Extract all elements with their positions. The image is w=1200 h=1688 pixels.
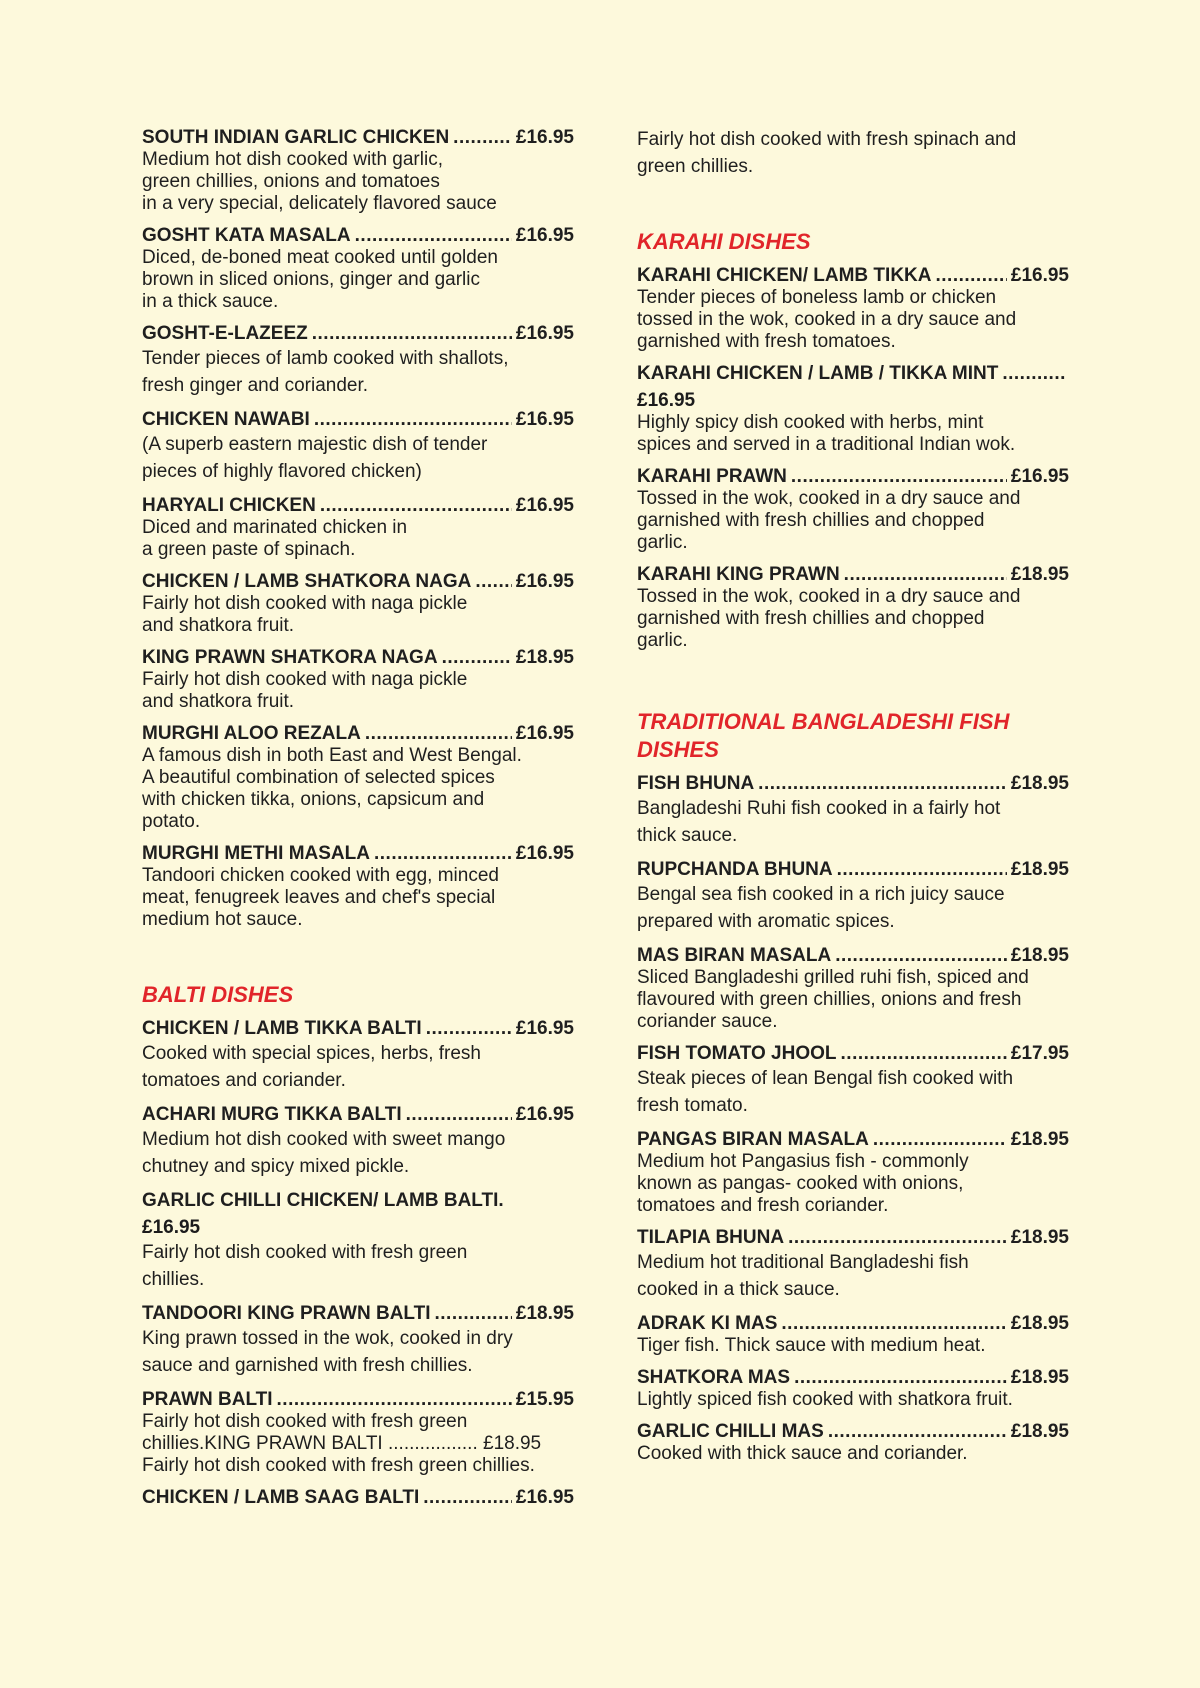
dot-leader — [320, 494, 512, 517]
dot-leader — [837, 858, 1007, 881]
item-description: Bengal sea fish cooked in a rich juicy sauce prepared with aromatic spices. — [637, 884, 1005, 932]
dot-leader — [365, 722, 512, 745]
item-name: KARAHI CHICKEN / LAMB / TIKKA MINT — [637, 363, 999, 384]
item-name: GOSHT KATA MASALA — [142, 225, 351, 246]
continued-description: Fairly hot dish cooked with fresh spinach and green chillies. — [637, 129, 1017, 177]
item-price: £16.95 — [637, 390, 696, 411]
menu-item — [637, 772, 1069, 849]
item-description: Medium hot dish cooked with sweet mango chutney and spicy mixed pickle. — [142, 1129, 506, 1177]
item-name: FISH BHUNA — [637, 773, 755, 794]
item-name: ACHARI MURG TIKKA BALTI — [142, 1104, 402, 1125]
menu-item — [637, 264, 1069, 353]
item-price: £18.95 — [1010, 1227, 1069, 1248]
item-description: Sliced Bangladeshi grilled ruhi fish, spiced and flavoured with green chillies, onions and fresh coriander sauce. — [637, 967, 1029, 1032]
item-price: £16.95 — [515, 323, 574, 344]
item-price: £16.95 — [515, 723, 574, 744]
item-price: £16.95 — [1010, 466, 1069, 487]
dot-leader — [794, 1366, 1007, 1389]
item-name: PRAWN BALTI — [142, 1389, 273, 1410]
item-name: CHICKEN NAWABI — [142, 409, 310, 430]
menu-item — [637, 362, 1069, 456]
menu-item — [637, 1420, 1069, 1465]
section-title-karahi: KARAHI DISHES — [637, 229, 811, 254]
item-description: King prawn tossed in the wok, cooked in dry sauce and garnished with fresh chillies. — [142, 1328, 513, 1376]
item-price: £16.95 — [515, 571, 574, 592]
item-name: TILAPIA BHUNA — [637, 1227, 785, 1248]
menu-item — [637, 1226, 1069, 1303]
menu-item — [142, 646, 574, 713]
item-price: £18.95 — [1010, 564, 1069, 585]
item-price: £16.95 — [515, 409, 574, 430]
dot-leader — [788, 1226, 1007, 1249]
item-name: CHICKEN / LAMB TIKKA BALTI — [142, 1018, 422, 1039]
item-name: ADRAK KI MAS — [637, 1313, 778, 1334]
item-name: KARAHI CHICKEN/ LAMB TIKKA — [637, 265, 932, 286]
item-description: Fairly hot dish cooked with naga pickle and shatkora fruit. — [142, 669, 468, 712]
item-description: Steak pieces of lean Bengal fish cooked with fresh tomato. — [637, 1068, 1014, 1116]
menu-item — [142, 570, 574, 637]
item-price: £16.95 — [515, 1487, 574, 1508]
dot-leader — [314, 408, 512, 431]
dot-leader — [781, 1312, 1006, 1335]
menu-item — [142, 1103, 574, 1180]
item-name: CHICKEN / LAMB SAAG BALTI — [142, 1487, 420, 1508]
menu-item — [637, 944, 1069, 1033]
dot-leader — [873, 1128, 1007, 1151]
item-name: MURGHI ALOO REZALA — [142, 723, 361, 744]
menu-item — [637, 1312, 1069, 1357]
menu-item — [142, 1486, 574, 1509]
fish-items-list — [637, 772, 1069, 1465]
item-price: £18.95 — [515, 647, 574, 668]
dot-leader — [935, 264, 1006, 287]
item-name: KING PRAWN SHATKORA NAGA — [142, 647, 438, 668]
item-description: Bangladeshi Ruhi fish cooked in a fairly hot thick sauce. — [637, 798, 1001, 846]
menu-item — [142, 842, 574, 931]
item-name: GOSHT-E-LAZEEZ — [142, 323, 308, 344]
item-description: Cooked with special spices, herbs, fresh tomatoes and coriander. — [142, 1043, 481, 1091]
dot-leader — [406, 1103, 512, 1126]
item-description: Medium hot Pangasius fish - commonly known as pangas- cooked with onions, tomatoes and fresh coriander. — [637, 1151, 969, 1216]
dot-leader — [423, 1486, 512, 1509]
dot-leader — [1002, 362, 1065, 385]
item-name: GARLIC CHILLI CHICKEN/ LAMB BALTI. — [142, 1190, 504, 1211]
section-title-balti: BALTI DISHES — [142, 982, 294, 1007]
item-name: MAS BIRAN MASALA — [637, 945, 832, 966]
item-description: Fairly hot dish cooked with fresh green chillies. — [142, 1242, 468, 1290]
item-description: Diced and marinated chicken in a green paste of spinach. — [142, 517, 408, 560]
menu-item — [637, 858, 1069, 935]
menu-item — [637, 1042, 1069, 1119]
item-description: Tiger fish. Thick sauce with medium heat. — [637, 1335, 986, 1356]
item-price: £16.95 — [515, 843, 574, 864]
dot-leader — [426, 1017, 512, 1040]
dot-leader — [758, 772, 1007, 795]
item-name: KARAHI PRAWN — [637, 466, 787, 487]
item-description: Tandoori chicken cooked with egg, minced meat, fenugreek leaves and chef's special medium hot sauce. — [142, 865, 499, 930]
dot-leader — [453, 126, 512, 149]
section-title-fish: TRADITIONAL BANGLADESHI FISH DISHES — [637, 709, 1010, 762]
item-name: MURGHI METHI MASALA — [142, 843, 370, 864]
item-price: £16.95 — [142, 1217, 201, 1238]
menu-item — [637, 563, 1069, 652]
item-description: Medium hot traditional Bangladeshi fish cooked in a thick sauce. — [637, 1252, 969, 1300]
menu-item — [142, 408, 574, 485]
item-price: £18.95 — [1010, 1129, 1069, 1150]
karahi-items-list — [637, 264, 1069, 652]
item-price: £17.95 — [1010, 1043, 1069, 1064]
item-description: Cooked with thick sauce and coriander. — [637, 1443, 968, 1464]
item-price: £18.95 — [1010, 1421, 1069, 1442]
curry-items-list — [142, 126, 574, 931]
item-description: Tender pieces of boneless lamb or chicken tossed in the wok, cooked in a dry sauce and garnished with fresh tomatoes. — [637, 287, 1017, 352]
dot-leader — [355, 224, 512, 247]
menu-item — [637, 1128, 1069, 1217]
item-price: £18.95 — [1010, 773, 1069, 794]
balti-items-list — [142, 1017, 574, 1509]
item-name: GARLIC CHILLI MAS — [637, 1421, 824, 1442]
item-name: FISH TOMATO JHOOL — [637, 1043, 837, 1064]
item-price: £15.95 — [515, 1389, 574, 1410]
item-description: Tender pieces of lamb cooked with shallots, fresh ginger and coriander. — [142, 348, 509, 396]
dot-leader — [835, 944, 1007, 967]
dot-leader — [844, 563, 1007, 586]
menu-item — [142, 1302, 574, 1379]
item-name: SOUTH INDIAN GARLIC CHICKEN — [142, 127, 450, 148]
item-price: £18.95 — [1010, 1313, 1069, 1334]
menu-item — [142, 494, 574, 561]
left-column — [142, 126, 574, 1518]
item-price: £18.95 — [1010, 1367, 1069, 1388]
item-price: £16.95 — [515, 495, 574, 516]
dot-leader — [435, 1302, 512, 1325]
item-price: £16.95 — [515, 1104, 574, 1125]
dot-leader — [442, 646, 512, 669]
item-price: £16.95 — [515, 225, 574, 246]
dot-leader — [374, 842, 512, 865]
menu-item — [142, 1189, 574, 1293]
menu-item — [142, 722, 574, 833]
dot-leader — [791, 465, 1007, 488]
item-description: Fairly hot dish cooked with naga pickle and shatkora fruit. — [142, 593, 468, 636]
item-name: TANDOORI KING PRAWN BALTI — [142, 1303, 431, 1324]
item-name: RUPCHANDA BHUNA — [637, 859, 833, 880]
item-name: HARYALI CHICKEN — [142, 495, 316, 516]
menu-item — [142, 1017, 574, 1094]
dot-leader — [475, 570, 512, 593]
item-description: Tossed in the wok, cooked in a dry sauce and garnished with fresh chillies and chopped garlic. — [637, 586, 1021, 651]
item-price: £16.95 — [515, 127, 574, 148]
right-column — [637, 126, 1069, 1474]
dot-leader — [312, 322, 512, 345]
dot-leader — [277, 1388, 512, 1411]
item-price: £18.95 — [1010, 859, 1069, 880]
item-price: £18.95 — [515, 1303, 574, 1324]
item-description: Lightly spiced fish cooked with shatkora fruit. — [637, 1389, 1013, 1410]
dot-leader — [828, 1420, 1007, 1443]
menu-item — [142, 1388, 574, 1477]
item-name: CHICKEN / LAMB SHATKORA NAGA — [142, 571, 472, 592]
item-description: (A superb eastern majestic dish of tender pieces of highly flavored chicken) — [142, 434, 488, 482]
item-description: Diced, de-boned meat cooked until golden brown in sliced onions, ginger and garlic in a thick sauce. — [142, 247, 498, 312]
item-description: Tossed in the wok, cooked in a dry sauce and garnished with fresh chillies and chopped garlic. — [637, 488, 1021, 553]
menu-item — [142, 126, 574, 215]
item-name: PANGAS BIRAN MASALA — [637, 1129, 869, 1150]
item-price: £16.95 — [515, 1018, 574, 1039]
menu-item — [142, 224, 574, 313]
item-name: SHATKORA MAS — [637, 1367, 791, 1388]
menu-item — [637, 465, 1069, 554]
item-description: A famous dish in both East and West Bengal. A beautiful combination of selected spices with chicken tikka, onions, capsicum and potato. — [142, 745, 522, 832]
menu-item — [142, 322, 574, 399]
item-description: Medium hot dish cooked with garlic, green chillies, onions and tomatoes in a very special, delicately flavored sauce — [142, 149, 497, 214]
item-description: Fairly hot dish cooked with fresh green chillies.KING PRAWN BALTI ................. £18.95 Fairly hot dish cooked with fresh green chillies. — [142, 1411, 542, 1476]
item-name: KARAHI KING PRAWN — [637, 564, 840, 585]
item-price: £16.95 — [1010, 265, 1069, 286]
dot-leader — [841, 1042, 1007, 1065]
item-description: Highly spicy dish cooked with herbs, mint spices and served in a traditional Indian wok. — [637, 412, 1016, 455]
item-price: £18.95 — [1010, 945, 1069, 966]
menu-item — [637, 1366, 1069, 1411]
